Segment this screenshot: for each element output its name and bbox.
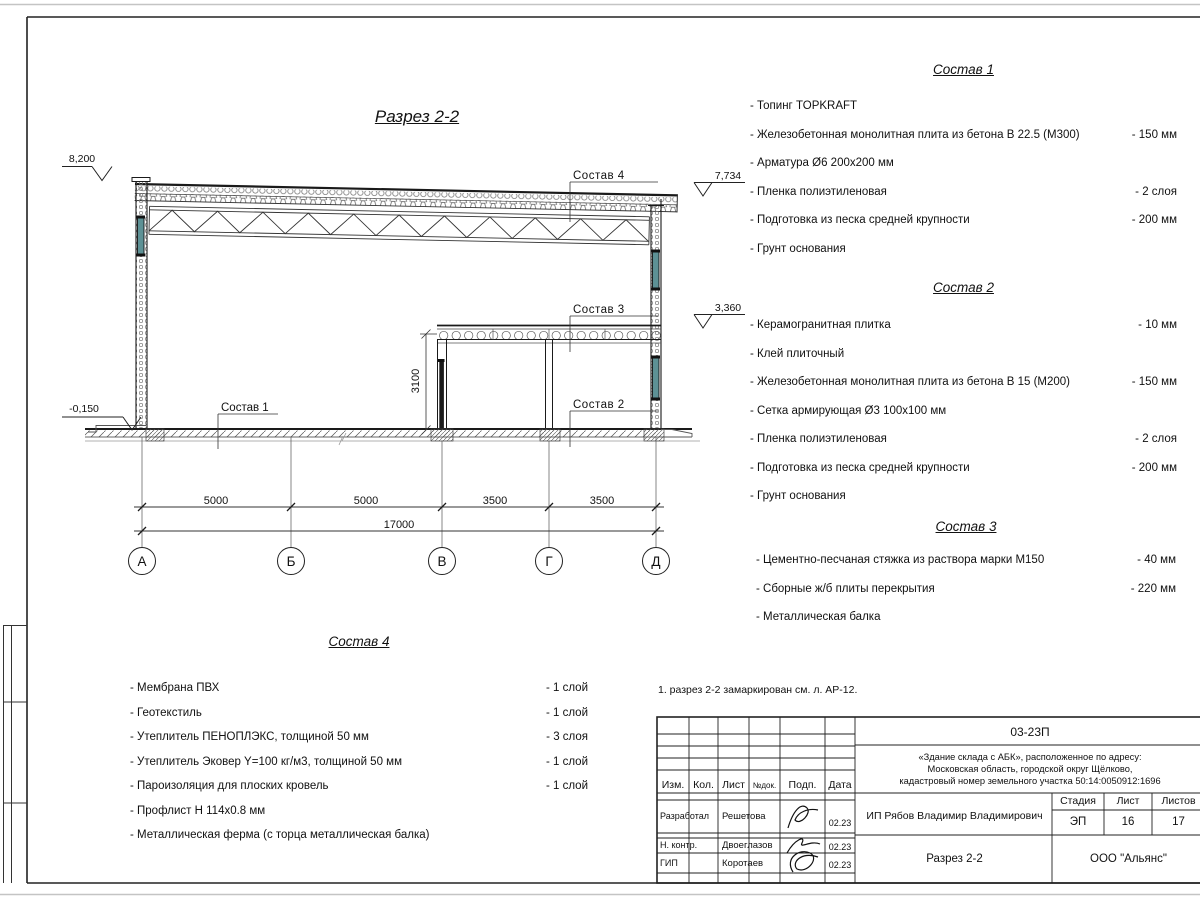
signature-gip [790,852,818,872]
left-wall-window [137,216,146,257]
composition-1-list [750,100,1177,271]
sheet-note: 1. разрез 2-2 замаркирован см. л. АР-12. [658,684,858,696]
composition-4-list [130,682,588,854]
right-wall-window-upper [652,250,661,291]
tb-header-izm: Изм. [661,779,685,791]
callout-sostav-1: Состав 1 [221,402,269,414]
list-item: - Цементно-песчаная стяжка из раствора марки М150 - 40 мм [756,554,1176,566]
tb-doc-code: 03-23П [1010,725,1050,739]
list-item: - Железобетонная монолитная плита из бетона В 22.5 (М300) - 150 мм [750,128,1177,141]
list-item: - Профлист Н 114х0.8 мм [130,804,266,817]
tb-header-data: Дата [828,779,852,791]
tb-address-line3: кадастровый номер земельного участка 50:14:0050912:1696 [899,776,1161,786]
list-item: - Грунт основания [750,490,846,502]
tb-header-list: Лист [722,779,745,791]
list-item: - Керамогранитная плитка - 10 мм [750,319,1177,331]
elevation-top-left: 8,200 [68,153,96,165]
composition-3-heading: Состав 3 [935,519,997,534]
tb-header-ndok: №док. [752,781,777,790]
tb-sheets-value: 17 [1172,816,1185,828]
axis-label-a: А [137,554,147,569]
list-item: - Утеплитель ПЕНОПЛЭКС, толщиной 50 мм - 3 слоя [130,731,588,743]
tb-address-line2: Московская область, городской округ Щёлково, [927,764,1133,774]
list-item: - Утеплитель Эковер Y=100 кг/м3, толщиной 50 мм - 1 слой [130,755,588,768]
left-wall [132,178,150,430]
drawing-title: Разрез 2-2 [374,107,460,126]
list-item: - Пленка полиэтиленовая - 2 слоя [750,185,1177,198]
column-axis-g [546,340,553,430]
tb-name-nkontr: Двоеглазов [722,840,773,851]
list-item: - Железобетонная монолитная плита из бетона В 15 (М200) - 150 мм [750,376,1177,388]
floor-slab [85,429,700,445]
signature-razrabotal [788,806,818,828]
callout-sostav-4: Состав 4 [573,170,625,182]
list-item: - Клей плиточный [750,347,845,360]
axis-label-d: Д [651,554,661,569]
column-axis-v [438,340,447,430]
list-item: - Мембрана ПВХ - 1 слой [130,682,588,694]
tb-sheet-title: Разрез 2-2 [926,853,983,865]
vertical-dimension [420,330,437,435]
callout-sostav-3: Состав 3 [573,304,625,316]
tb-name-gip: Коротаев [722,858,764,869]
tb-client: ИП Рябов Владимир Владимирович [866,810,1043,822]
list-item: - Грунт основания [750,242,846,255]
list-item: - Топинг TOPKRAFT [750,100,858,112]
signature-nkontr [787,839,820,853]
tb-date-nkontr: 02.23 [828,842,852,852]
list-item: - Металлическая балка [756,611,881,623]
axis-label-g: Г [545,554,553,569]
elevation-top-right: 7,734 [714,170,742,182]
tb-date-gip: 02.23 [828,860,852,870]
roof-truss [149,206,649,244]
axis-bubbles [129,548,670,575]
dim-span4: 3500 [589,495,615,507]
elevation-mid-right: 3,360 [714,302,742,314]
composition-2-heading: Состав 2 [933,280,994,295]
mezzanine-slab [437,326,661,344]
margin-boxes [4,625,28,883]
vertical-dimension-text: 3100 [410,368,422,394]
tb-sheet-value: 16 [1121,816,1135,828]
axis-label-b: Б [286,554,296,569]
composition-1-heading: Состав 1 [933,62,994,77]
tb-company: ООО "Альянс" [1090,853,1167,865]
list-item: - Сборные ж/б плиты перекрытия - 220 мм [756,582,1176,595]
tb-header-sheet: Лист [1116,795,1140,807]
composition-3-list [756,554,1176,640]
elevation-bottom-left: -0,150 [69,403,99,415]
right-wall-window-lower [652,356,661,401]
tb-header-podp: Подп. [788,779,817,791]
tb-header-stage: Стадия [1060,795,1096,807]
callout-sostav-2: Состав 2 [573,399,625,411]
dim-span3: 3500 [482,495,508,507]
tb-stage-value: ЭП [1069,816,1087,828]
tb-header-kol: Кол. [693,779,714,791]
list-item: - Арматура Ø6 200х200 мм [750,157,894,169]
tb-address-line1: «Здание склада с АБК», расположенное по адресу: [918,752,1142,762]
list-item: - Пленка полиэтиленовая - 2 слоя [750,433,1177,445]
dim-span2: 5000 [353,495,379,507]
tb-name-razrabotal: Решетова [722,811,766,822]
tb-role-gip: ГИП [660,858,678,868]
dim-total: 17000 [383,519,415,531]
composition-4-heading: Состав 4 [328,634,390,649]
tb-header-sheets: Листов [1161,795,1196,807]
axis-label-v: В [437,554,447,569]
composition-2-list [750,319,1177,519]
list-item: - Сетка армирующая Ø3 100х100 мм [750,404,947,417]
list-item: - Подготовка из песка средней крупности - 200 мм [750,461,1177,474]
list-item: - Металлическая ферма (с торца металлическая балка) [130,829,430,841]
list-item: - Подготовка из песка средней крупности - 200 мм [750,214,1177,226]
tb-role-razrabotal: Разработал [660,811,709,821]
tb-date-razrabotal: 02.23 [828,818,852,828]
list-item: - Геотекстиль - 1 слой [130,706,588,719]
list-item: - Пароизоляция для плоских кровель - 1 слой [130,780,588,792]
tb-role-nkontr: Н. контр. [660,840,698,850]
dim-span1: 5000 [203,495,229,507]
